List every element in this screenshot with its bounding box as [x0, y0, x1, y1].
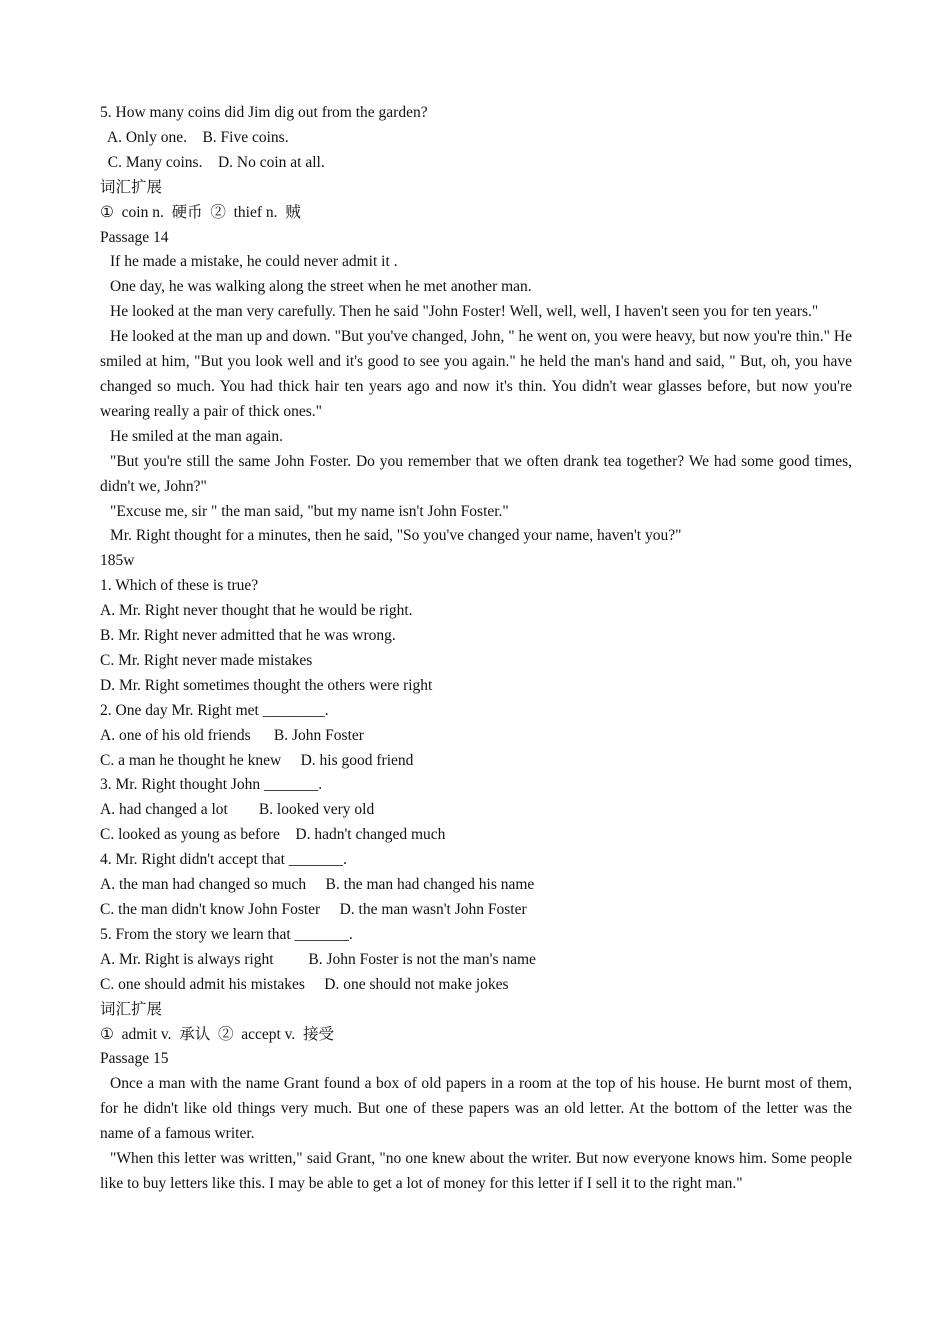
answer-option: C. Mr. Right never made mistakes	[100, 651, 313, 669]
answer-options: A. had changed a lot B. looked very old	[100, 801, 375, 819]
passage-paragraph: He looked at the man very carefully. Then he said "John Foster! Well, well, well, I haven't seen you for ten years."	[110, 303, 819, 321]
answer-options: C. a man he thought he knew D. his good friend	[100, 751, 414, 769]
question-prompt: 1. Which of these is true?	[100, 577, 259, 595]
answer-options: A. the man had changed so much B. the man had changed his name	[100, 876, 535, 894]
answer-option: D. Mr. Right sometimes thought the others were right	[100, 676, 433, 694]
document-page	[100, 101, 852, 1197]
answer-options: C. the man didn't know John Foster D. the man wasn't John Foster	[100, 901, 527, 918]
vocab-items: ① admit v. 承认 ② accept v. 接受	[100, 1025, 335, 1043]
passage-paragraph: If he made a mistake, he could never admit it .	[110, 253, 398, 271]
question-5-options-ab: A. Only one. B. Five coins.	[100, 128, 289, 146]
passage-paragraph: "Excuse me, sir " the man said, "but my name isn't John Foster."	[110, 502, 509, 520]
passage-paragraph: He looked at the man up and down. "But you've changed, John, " he went on, you were heavy, but now you're thin." He smiled at him, "But you look well and it's good to see you again." he held the man's hand and said, " But, oh, you have changed so much. You had thick hair ten years ago and now it's thin. You didn't wear glasses before, but now you're wearing really a pair of thick ones."	[100, 328, 852, 420]
passage-title: Passage 14	[100, 228, 169, 246]
question-prompt: 3. Mr. Right thought John _______.	[100, 776, 323, 794]
answer-options: A. Mr. Right is always right B. John Foster is not the man's name	[100, 950, 536, 968]
passage-paragraph: He smiled at the man again.	[110, 427, 284, 445]
vocab-heading: 词汇扩展	[100, 1000, 163, 1018]
passage-title: Passage 15	[100, 1050, 169, 1068]
passage-paragraph: One day, he was walking along the street when he met another man.	[110, 278, 532, 296]
answer-options: A. one of his old friends B. John Foster	[100, 726, 364, 744]
word-count: 185w	[100, 552, 135, 570]
passage-paragraph: Once a man with the name Grant found a box of old papers in a room at the top of his house. He burnt most of them, for he didn't like old things very much. But one of these papers was an old letter. At the bottom of the letter was the name of a famous writer.	[100, 1075, 852, 1143]
answer-option: A. Mr. Right never thought that he would be right.	[100, 602, 413, 620]
question-5-options-cd: C. Many coins. D. No coin at all.	[100, 153, 325, 171]
question-5-prompt: 5. How many coins did Jim dig out from the garden?	[100, 104, 428, 121]
question-prompt: 5. From the story we learn that _______.	[100, 925, 353, 943]
passage-paragraph: "When this letter was written," said Grant, "no one knew about the writer. But now everyone knows him. Some people like to buy letters like this. I may be able to get a lot of money for this letter if I sell it to the right man."	[100, 1150, 852, 1192]
vocab-items: ① coin n. 硬币 ② thief n. 贼	[100, 203, 301, 221]
vocab-heading: 词汇扩展	[100, 178, 163, 196]
answer-option: B. Mr. Right never admitted that he was wrong.	[100, 627, 396, 645]
question-prompt: 2. One day Mr. Right met ________.	[100, 701, 329, 719]
question-prompt: 4. Mr. Right didn't accept that _______.	[100, 851, 347, 869]
answer-options: C. looked as young as before D. hadn't changed much	[100, 826, 446, 844]
answer-options: C. one should admit his mistakes D. one should not make jokes	[100, 975, 509, 993]
passage-paragraph: Mr. Right thought for a minutes, then he said, "So you've changed your name, haven't you?"	[110, 527, 682, 545]
passage-paragraph: "But you're still the same John Foster. Do you remember that we often drank tea together? We had some good times, didn't we, John?"	[100, 452, 852, 495]
